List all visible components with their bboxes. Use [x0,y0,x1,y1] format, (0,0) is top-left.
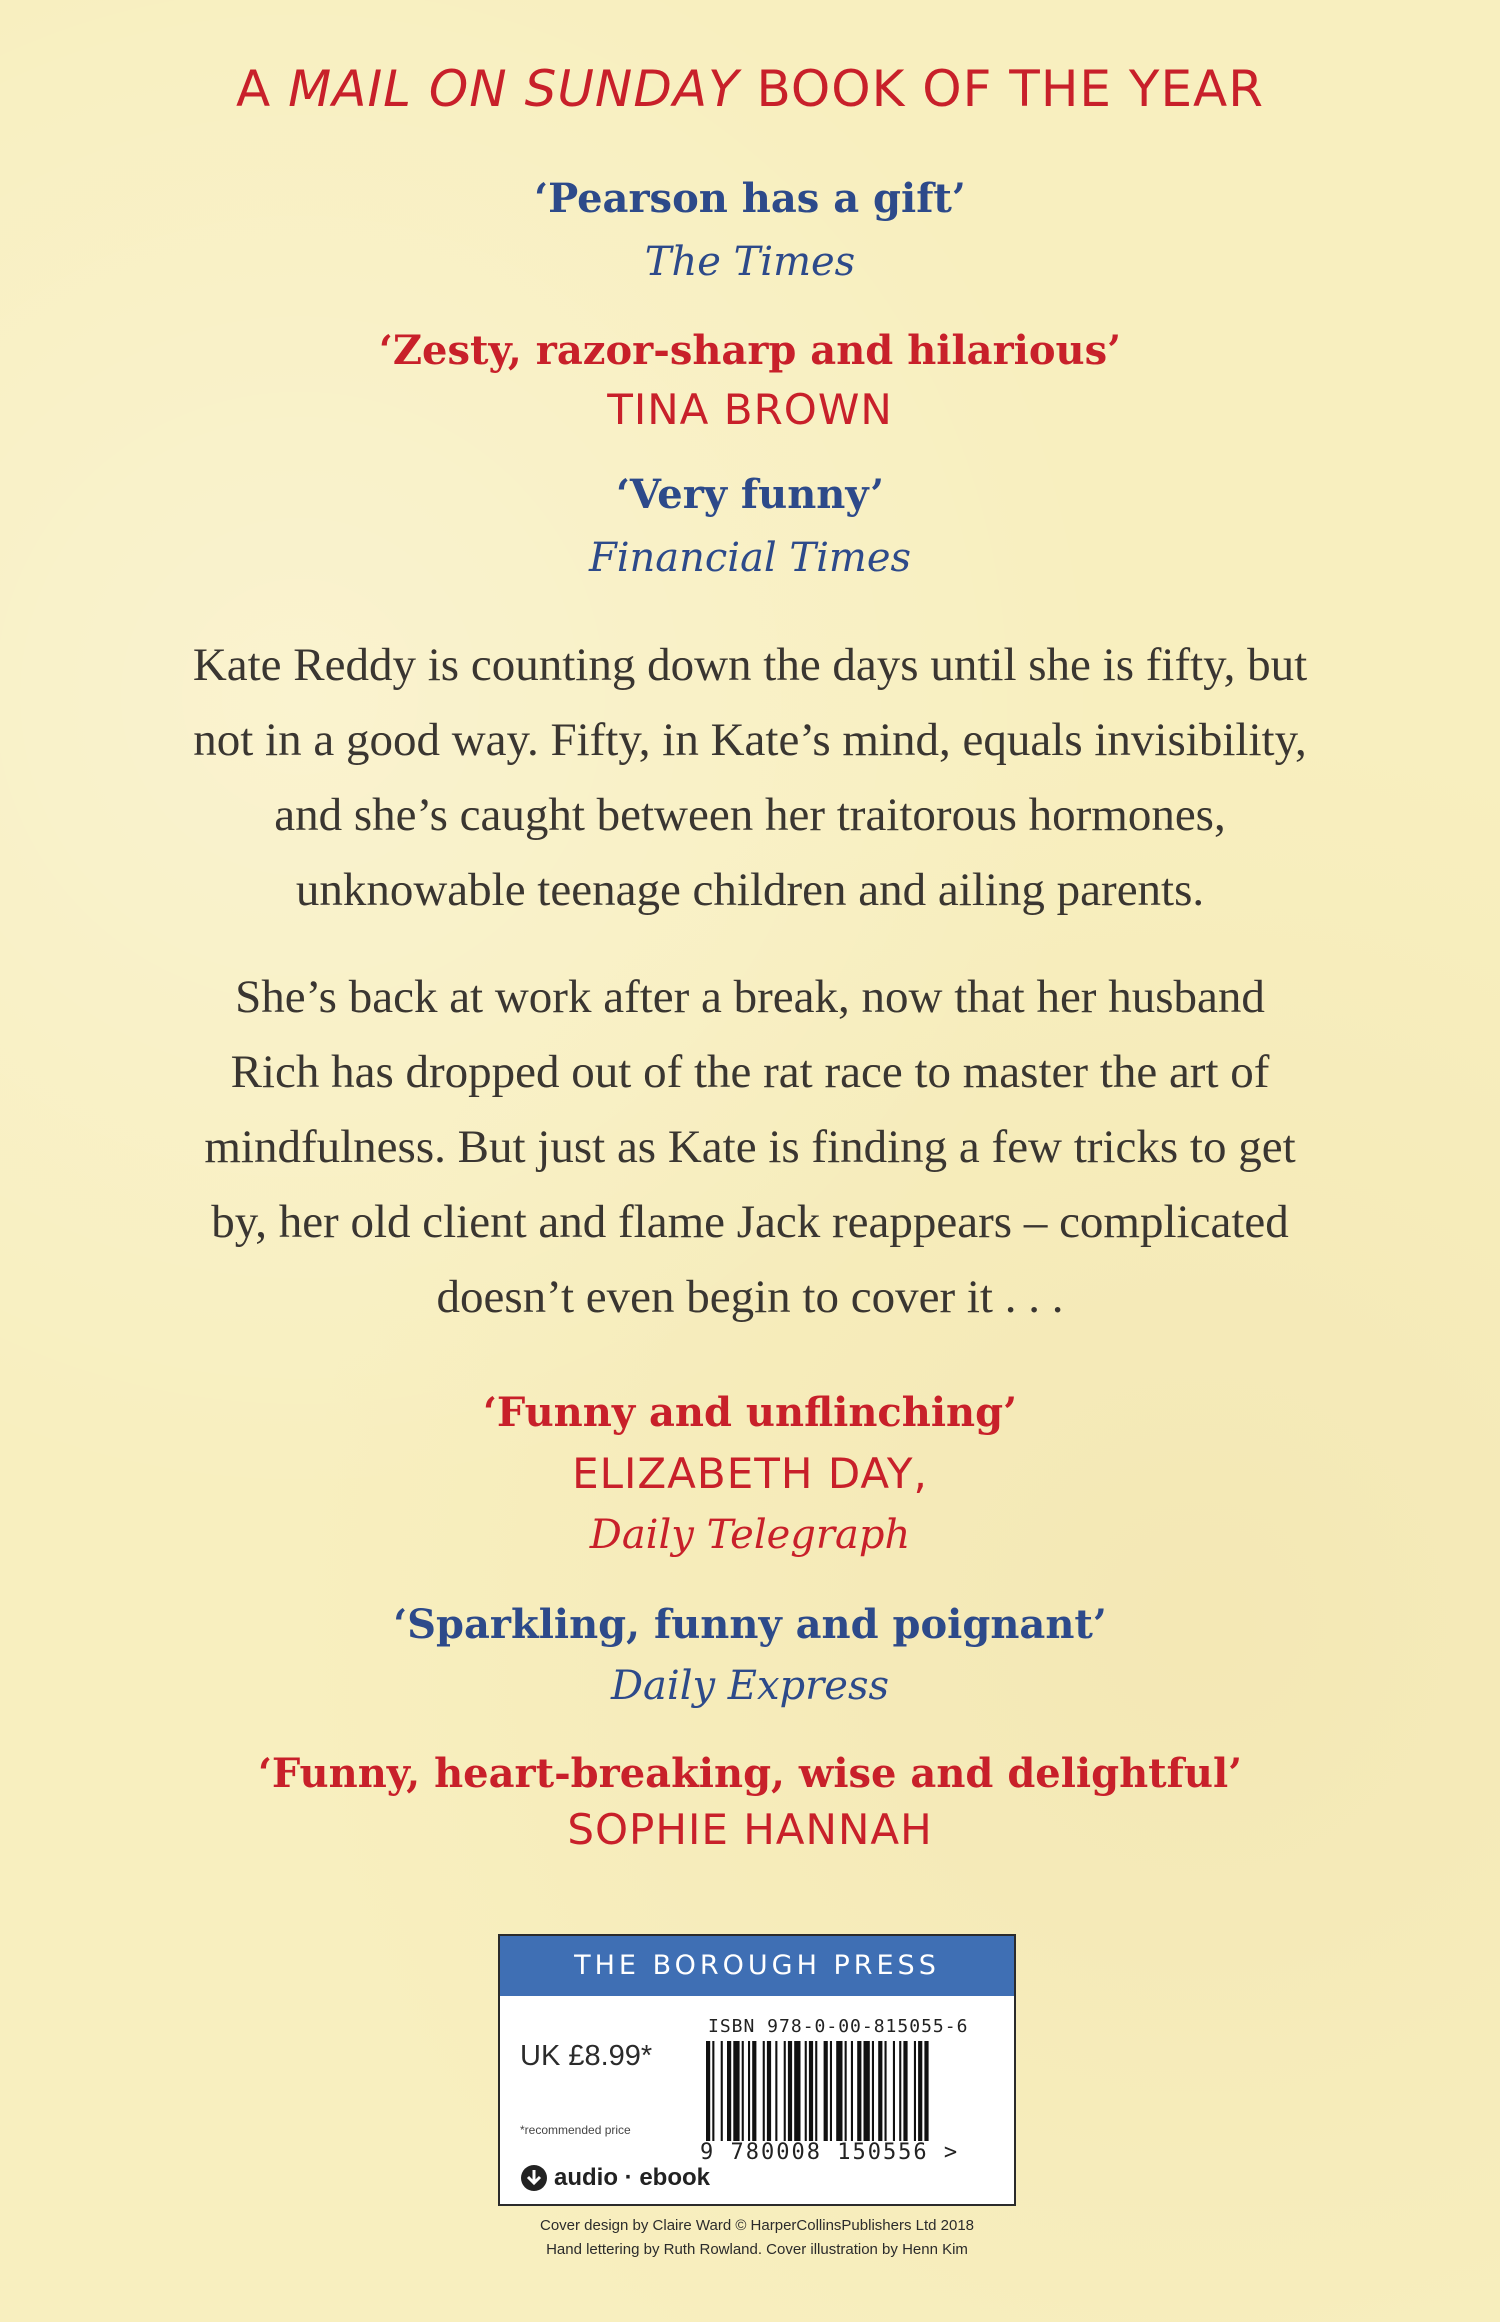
quote-1-source: The Times [644,239,856,285]
barcode-bar [712,2041,714,2141]
quote-6-source: SOPHIE HANNAH [567,1805,933,1854]
barcode-bar [706,2041,710,2141]
blurb-paragraph-1 [0,628,1500,928]
barcode-bar [864,2041,870,2141]
barcode-bar [857,2041,861,2141]
headline-italic: MAIL ON SUNDAY [288,60,740,118]
barcode-bar [784,2041,786,2141]
barcode-bar [767,2041,771,2141]
blurb-line: doesn’t even begin to cover it . . . [436,1271,1064,1323]
cover-credits [498,2214,1016,2262]
barcode-panel [498,1934,1016,2206]
quote-4-source-publication: Daily Telegraph [589,1512,911,1558]
barcode-bar [742,2041,744,2141]
barcode-bar [918,2041,922,2141]
blurb-line: Rich has dropped out of the rat race to master the art of [230,1046,1270,1098]
blurb-line: mindfulness. But just as Kate is finding a few tricks to get [204,1121,1296,1173]
barcode-bar [794,2041,800,2141]
barcode-bar [899,2041,901,2141]
quote-2-source: TINA BROWN [607,385,893,434]
isbn-text: ISBN 978-0-00-815055-6 [708,2016,969,2037]
barcode-bar [924,2041,928,2141]
barcode-bar [830,2041,832,2141]
barcode-bar [805,2041,807,2141]
barcode-bar [893,2041,895,2141]
barcode-bar [733,2041,739,2141]
barcode-bar [815,2041,817,2141]
barcode-bar [775,2041,777,2141]
blurb-line: Kate Reddy is counting down the days until she is fifty, but [192,639,1308,691]
quote-1: ‘Pearson has a gift’ [534,175,966,222]
barcode-bar [748,2041,750,2141]
barcode-bar [836,2041,842,2141]
quote-3: ‘Very funny’ [615,471,885,518]
barcode-bar [851,2041,853,2141]
blurb-paragraph-2 [0,960,1500,1335]
headline-prefix: A [235,60,289,118]
quote-5: ‘Sparkling, funny and poignant’ [393,1601,1107,1648]
headline [0,60,1500,118]
barcode-bar [885,2041,887,2141]
price-text: UK £8.99* [520,2040,653,2072]
blurb-line: by, her old client and flame Jack reappears – complicated [211,1196,1289,1248]
barcode-bar [878,2041,882,2141]
barcode-bar [872,2041,874,2141]
formats-label [520,2164,710,2192]
publisher-name: THE BOROUGH PRESS [500,1936,1014,1996]
barcode-bar [721,2041,723,2141]
quote-4-source-name: ELIZABETH DAY, [572,1449,928,1498]
barcode-bar [763,2041,765,2141]
formats-text: audio · ebook [554,2164,710,2191]
quote-2: ‘Zesty, razor-sharp and hilarious’ [378,327,1122,374]
download-arrow-icon [520,2164,548,2192]
barcode-image [704,2041,1004,2141]
barcode-bar [914,2041,916,2141]
quote-4: ‘Funny and unflinching’ [482,1389,1018,1436]
barcode-bar [845,2041,847,2141]
blurb-line: and she’s caught between her traitorous hormones, [274,789,1226,841]
credits-line-1: Cover design by Claire Ward © HarperCollinsPublishers Ltd 2018 [539,2217,975,2234]
barcode-bar [727,2041,731,2141]
blurb-line: She’s back at work after a break, now that her husband [235,971,1265,1023]
credits-line-2: Hand lettering by Ruth Rowland. Cover illustration by Henn Kim [546,2241,968,2258]
recommended-price-note: *recommended price [520,2123,631,2137]
barcode-bar [903,2041,907,2141]
headline-suffix: BOOK OF THE YEAR [739,60,1264,118]
barcode-bar [824,2041,828,2141]
quote-3-source: Financial Times [588,535,912,581]
blurb-line: not in a good way. Fifty, in Kate’s mind, equals invisibility, [193,714,1307,766]
quote-6: ‘Funny, heart-breaking, wise and delightful’ [257,1750,1243,1797]
barcode-bar [752,2041,756,2141]
barcode-bar [809,2041,813,2141]
quote-5-source: Daily Express [610,1663,890,1709]
barcode-digits: 9 780008 150556 > [700,2140,960,2165]
blurb-line: unknowable teenage children and ailing parents. [295,864,1205,916]
barcode-bar [788,2041,792,2141]
